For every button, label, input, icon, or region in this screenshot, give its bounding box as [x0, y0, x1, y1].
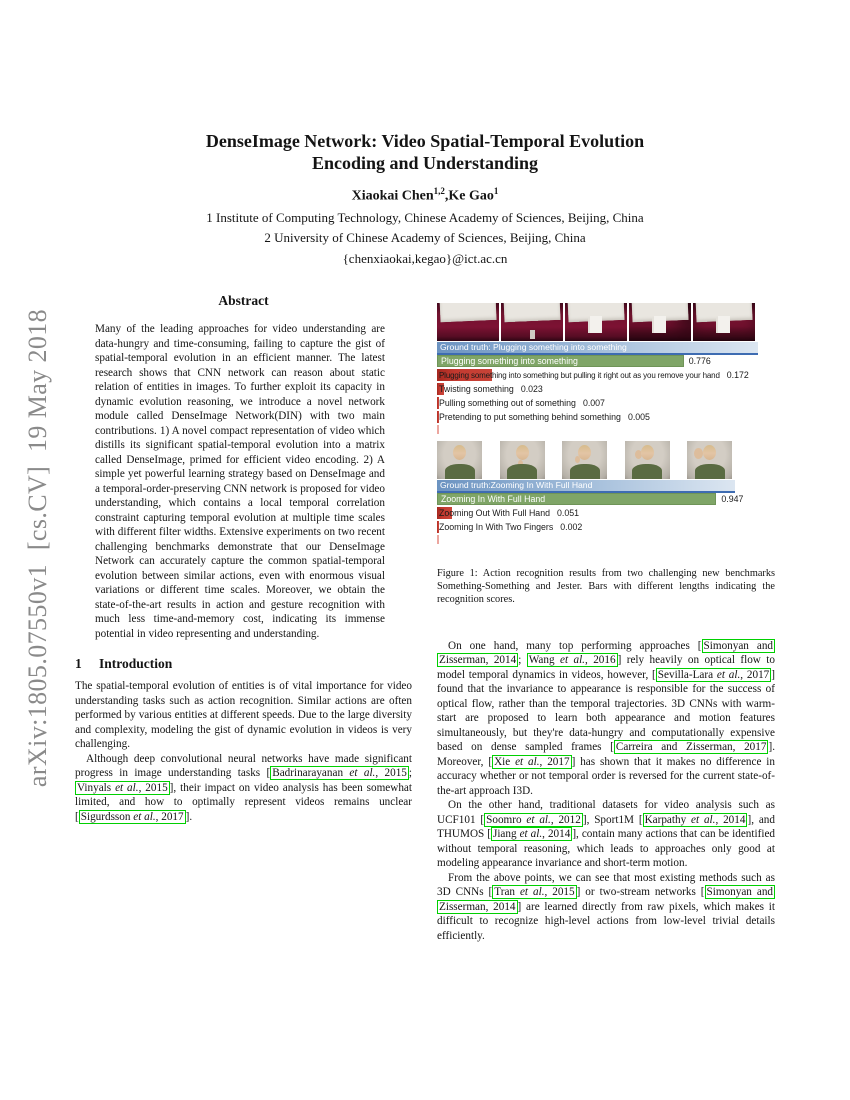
panel-gap — [437, 434, 775, 441]
paper-title-line1: DenseImage Network: Video Spatial-Temporal Evolution — [205, 131, 645, 151]
video-frame — [437, 303, 499, 341]
citation-link[interactable]: Xie et al., 2017 — [494, 755, 570, 768]
citation-link[interactable]: Carreira and Zisserman, 2017 — [615, 741, 767, 754]
video-frame — [687, 441, 732, 479]
bar-score-value: 0.023 — [520, 384, 543, 394]
arxiv-stamp: arXiv:1805.07550v1 [cs.CV] 19 May 2018 — [23, 308, 52, 788]
video-frame — [500, 441, 545, 479]
paper-header — [0, 130, 850, 269]
bar-score-value: 0.776 — [688, 356, 711, 366]
figure-caption: Figure 1: Action recognition results from two challenging new benchmarks Something-Something and Jester. Bars with different lengths indicating the recognition scores. — [437, 568, 775, 606]
video-frame — [501, 303, 563, 341]
citation-link[interactable]: Karpathy et al., 2014 — [644, 813, 746, 826]
score-bar-row — [437, 369, 755, 382]
score-bar-row — [437, 383, 755, 396]
bar-axis-sliver — [437, 425, 439, 434]
bar-label: Zooming In With Two Fingers — [439, 522, 554, 532]
right-column-text — [437, 639, 775, 944]
video-frame — [562, 441, 607, 479]
bar-axis-sliver — [437, 535, 439, 544]
bar-label: Pretending to put something behind something — [439, 412, 621, 422]
bar-score-value: 0.007 — [582, 398, 605, 408]
right-paragraph-1: On one hand, many top performing approaches [ Simonyan and Zisserman, 2014 ; Wang et al., 2016 ] rely heavily on optical flow to model temporal dynamics in videos, however, [ Sevilla-Lara et al., 2017 ] found that the invariance to appearance is responsible for the success of optical flow, rather than the temporal trajectories. 3D CNNs with warm-start are proposed to learn both appearance and motion features simultaneously, but they're data-hungry and computationally expensive based on dense sampled frames [ Carreira and Zisserman, 2017 ]. Moreover, [ Xie et al., 2017 ] has shown that it makes no difference in accuracy whether or not temporal order is reversed for the current state-of-the-art approach I3D. — [437, 639, 776, 797]
video-frame — [625, 441, 670, 479]
affiliation-line-1: 1 Institute of Computing Technology, Chinese Academy of Sciences, Beijing, China — [206, 209, 644, 225]
video-frame — [437, 441, 482, 479]
email-line: {chenxiaokai,kegao}@ict.ac.cn — [342, 250, 508, 266]
citation-link[interactable]: Sigurdsson et al., 2017 — [80, 810, 184, 823]
score-bar-row — [437, 355, 755, 368]
intro-paragraph-2: Although deep convolutional neural networks have made significant progress in image understanding tasks [ Badrinarayanan et al., 2015 ; Vinyals et al., 2015 ], their impact on video analysis has been somewhat limited, and how to optimally represent videos remains unclear [ Sigurdsson et al., 2017 ]. — [75, 752, 413, 823]
section-heading-introduction — [75, 656, 412, 672]
bar-label: Zooming In With Full Hand — [441, 494, 546, 504]
score-bar-row — [437, 521, 732, 534]
section-title: Introduction — [99, 656, 173, 671]
video-frames-gesture — [437, 441, 732, 479]
paper-title-line2: Encoding and Understanding — [311, 153, 539, 173]
right-column — [437, 303, 775, 943]
right-paragraph-2: On the other hand, traditional datasets for video analysis such as UCF101 [ Soomro et al., 2012 ], Sport1M [ Karpathy et al., 2014 ], and THUMOS [ Jiang et al., 2014 ], contain many actions that can be identified without temporal reasoning, which leads to approaches only good at modeling appearance invariance and short-term motion. — [437, 799, 776, 870]
video-result-panel-2 — [437, 441, 744, 544]
bar-score-value: 0.005 — [627, 412, 650, 422]
figure-1 — [437, 303, 775, 544]
bar-label: Plugging something into something but pulling it right out as you remove your hand — [439, 371, 720, 380]
citation-link[interactable]: Soomro et al., 2012 — [486, 813, 581, 826]
bar-label: Twisting something — [439, 384, 514, 394]
citation-link[interactable]: Sevilla-Lara et al., 2017 — [657, 668, 770, 681]
citation-link[interactable]: Tran et al., 2015 — [494, 886, 575, 899]
video-result-panel-1 — [437, 303, 755, 434]
left-column — [75, 293, 412, 824]
score-bar-row — [437, 507, 732, 520]
video-frame — [629, 303, 691, 341]
score-bar-row — [437, 411, 755, 424]
right-paragraph-3: From the above points, we can see that most existing methods such as 3D CNNs [ Tran et al., 2015 ] or two-stream networks [ Simonyan and Zisserman, 2014 ] are learned directly from raw pixels, which makes it difficult to recognize high-level actions from low-level trivial details efficiently. — [437, 871, 775, 942]
bar-label: Pulling something out of something — [439, 398, 576, 408]
authors-line: Xiaokai Chen$^{1,2}$,Ke Gao$^1$ — [351, 186, 499, 204]
video-frames-plugging — [437, 303, 755, 341]
ground-truth-bar: Ground truth: Plugging something into something — [437, 342, 758, 355]
bar-score-value: 0.947 — [721, 494, 744, 504]
video-frame — [565, 303, 627, 341]
bar-score-value: 0.172 — [726, 370, 749, 380]
abstract-heading: Abstract — [218, 293, 269, 308]
affiliation-line-2: 2 University of Chinese Academy of Sciences, Beijing, China — [264, 230, 586, 246]
score-bar-row — [437, 493, 744, 506]
video-frame — [693, 303, 755, 341]
citation-link[interactable]: Simonyan and Zisserman, 2014 — [439, 886, 774, 913]
bar-score-value: 0.051 — [556, 508, 579, 518]
affiliations — [0, 208, 850, 270]
citation-link[interactable]: Badrinarayanan et al., 2015 — [272, 767, 407, 779]
section-number: 1 — [75, 656, 82, 671]
score-bar-row — [437, 397, 755, 410]
bar-label: Plugging something into something — [441, 356, 578, 366]
abstract-text: Many of the leading approaches for video understanding are data-hungry and time-consuming, failing to capture the gist of spatial-temporal evolution in an efficient manner. The latest research shows that CNN network can reason about static relation of entities in images. To further exploit its capacity in dynamic evolution reasoning, we introduce a novel network module called DenseImage Network(DIN) with two main contributions. 1) A novel compact representation of video which distills its significant spatial-temporal evolution into a matrix called DenseImage, primed for efficient video encoding. 2) A simple yet powerful learning strategy based on DenseImage and a temporal-order-preserving CNN network is proposed for video understanding, which contains a local temporal correlation constraint capturing temporal evolution at multiple time scales with different filter widths. Extensive experiments on two recent challenging benchmarks demonstrate that our DenseImage Network can accurately capture the common spatial-temporal evolution between similar actions, even with enormous visual variations or different time scales. Moreover, we obtain the state-of-the-art results in action and gesture recognition with much less time-and-memory cost, indicating its immense potential in video representing and understanding. — [95, 323, 385, 640]
citation-link[interactable]: Wang et al., 2016 — [528, 654, 616, 667]
bar-score-value: 0.002 — [560, 522, 583, 532]
citation-link[interactable]: Simonyan and Zisserman, 2014 — [439, 639, 774, 667]
citation-link[interactable]: Vinyals et al., 2015 — [77, 781, 168, 794]
ground-truth-bar: Ground truth:Zooming In With Full Hand — [437, 480, 735, 493]
intro-paragraph-1: The spatial-temporal evolution of entities is of vital importance for video understanding tasks such as action recognition. Similar actions are often performed by various entities at different speeds. Due to the large diversity and complexity, modeling the gist of dynamic evolution in videos is very challenging. — [75, 680, 412, 750]
citation-link[interactable]: Jiang et al., 2014 — [492, 828, 571, 841]
bar-label: Zooming Out With Full Hand — [439, 508, 550, 518]
